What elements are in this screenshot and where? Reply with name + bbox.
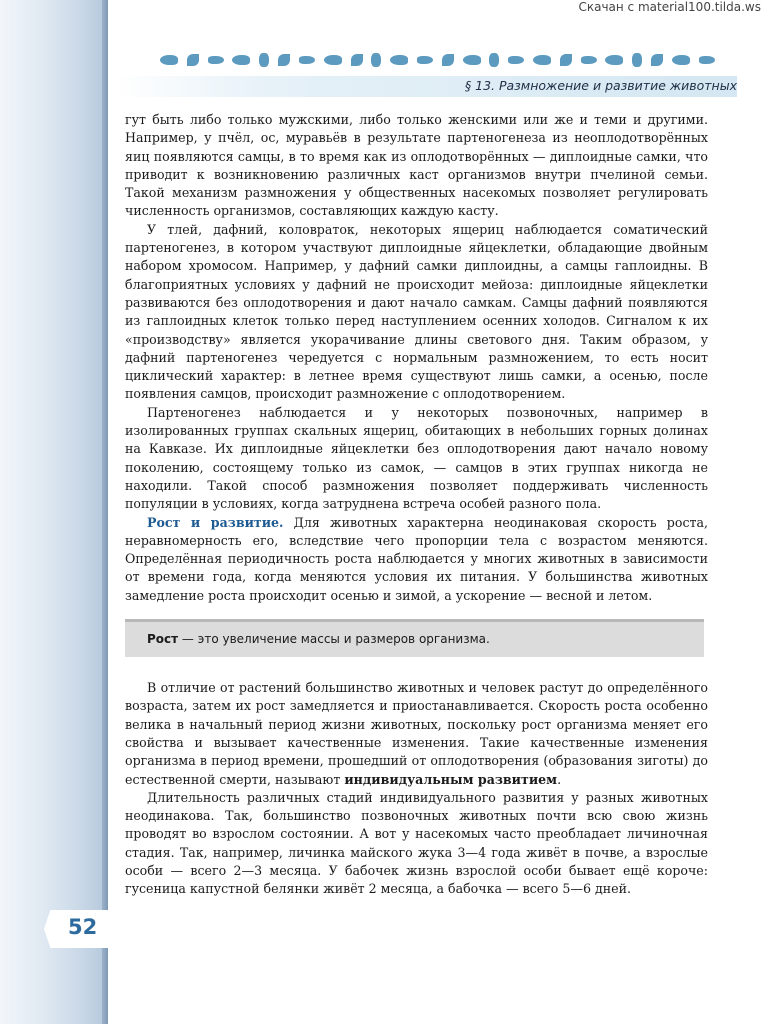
animal-silhouette-icon [442, 54, 454, 66]
term-individual-development: индивидуальным развитием [344, 771, 558, 787]
animal-silhouette-icon [605, 55, 623, 65]
animal-silhouette-icon [208, 56, 224, 64]
animal-silhouette-icon [489, 53, 499, 67]
paragraph-text: . [557, 771, 562, 787]
growth-text: Для животных характерна неодинаковая скорость роста, неравномерность его, вследствие чего пропорции тела с возрастом меняются. Определённая периодичность роста наблюдается у многих животных в зависимости от времени года, когда меняются условия их питания. У большинства животных замедление роста происходит осенью и зимой, а ускорение — весной и летом. [125, 514, 708, 603]
animal-silhouette-icon [560, 54, 572, 66]
animal-silhouette-icon [463, 55, 481, 65]
animal-silhouette-icon [187, 54, 199, 66]
animal-silhouette-icon [278, 54, 290, 66]
page-body [125, 111, 708, 899]
section-title: § 13. Размножение и развитие животных [464, 78, 737, 93]
animal-silhouette-icon [417, 56, 433, 64]
animal-silhouette-icon [160, 55, 178, 65]
animal-silhouette-icon [371, 53, 381, 67]
definition-term: Рост [147, 632, 179, 647]
paragraph: У тлей, дафний, коловраток, некоторых ящериц наблюдается соматический партеногенез, в котором участвуют диплоидные яйцеклетки, обладающие двойным набором хромосом. Например, у дафний самки диплоидны, а самцы гаплоидны. В благоприятных условиях у дафний не происходит мейоза: диплоидные яйцеклетки развиваются без оплодотворения и дают начало самкам. Самцы дафний появляются из гаплоидных клеток только перед наступлением осенних холодов. Сигналом к их «производству» является укорачивание длины светового дня. Таким образом, у дафний партеногенез чередуется с нормальным размножением, то есть носит циклический характер: в летнее время существуют лишь самки, а осенью, после появления самцов, происходит размножение с оплодотворением. [125, 221, 708, 402]
growth-heading: Рост и развитие. [147, 514, 284, 530]
animal-silhouette-icon [324, 55, 342, 65]
animal-silhouette-icon [651, 54, 663, 66]
paragraph-text: В отличие от растений большинство животных и человек растут до определённого возраста, затем их рост замедляется и приостанавливается. Скорость роста особенно велика в начальный период жизни животных, поскольку рост организма меняет его свойства и вызывает качественные изменения. Такие качественные изменения организма в период времени, прошедший от оплодотворения (образования зиготы) до естественной смерти, называют [125, 680, 708, 787]
paragraph-growth [125, 514, 708, 605]
animal-silhouette-icon [351, 54, 363, 66]
watermark: Скачан с material100.tilda.ws [578, 0, 761, 14]
animal-silhouette-icon [699, 56, 715, 64]
definition-box [125, 619, 704, 657]
animal-silhouette-icon [390, 55, 408, 65]
animal-silhouette-icon [508, 56, 524, 64]
animal-silhouette-icon [259, 53, 269, 67]
animal-silhouette-icon [632, 53, 642, 67]
page-number: 52 [68, 915, 98, 939]
paragraph: Партеногенез наблюдается и у некоторых позвоночных, например в изолированных группах скальных ящериц, обитающих в небольших горных долинах на Кавказе. Их диплоидные яйцеклетки без оплодотворения дают начало новому поколению, состоящему только из самок, — самцов в этих группах никогда не находили. Такой способ размножения позволяет поддерживать численность популяции в условиях, когда затруднена встреча особей разного пола. [125, 404, 708, 512]
paragraph: гут быть либо только мужскими, либо только женскими или же и теми и другими. Например, у пчёл, ос, муравьёв в результате партеногенеза из неоплодотворённых яиц появляются самцы, в то время как из оплодотворённых — диплоидные самки, что приводит к возникновению различных каст организмов внутри пчелиной семьи. Такой механизм размножения у общественных насекомых позволяет регулировать численность организмов, составляющих каждую касту. [125, 112, 708, 219]
paragraph: Длительность различных стадий индивидуального развития у разных животных неодинакова. Так, большинство позвоночных животных почти всю свою жизнь проводят во взрослом состоянии. А вот у насекомых часто преобладает личиночная стадия. Так, например, личинка майского жука 3—4 года живёт в почве, а взрослые особи — всего 2—3 месяца. У бабочек жизнь взрослой особи бывает ещё короче: гусеница капустной белянки живёт 2 месяца, а бабочка — всего 5—6 дней. [125, 789, 708, 897]
animal-silhouette-icon [299, 56, 315, 64]
animal-silhouette-icon [581, 56, 597, 64]
animal-silhouette-strip [160, 49, 715, 71]
definition-text: — это увеличение массы и размеров организма. [178, 632, 490, 647]
animal-silhouette-icon [672, 55, 690, 65]
animal-silhouette-icon [533, 55, 551, 65]
page-margin-band [0, 0, 108, 1024]
animal-silhouette-icon [232, 55, 250, 65]
paragraph-development [125, 679, 708, 789]
